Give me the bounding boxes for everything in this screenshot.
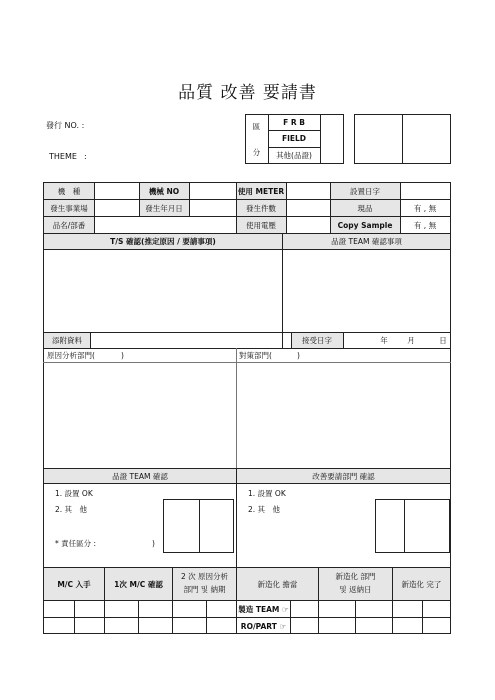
right-approval-box <box>375 499 450 553</box>
right-other: 2. 其 他 <box>248 504 281 514</box>
occurrence-site-label: 發生事業場 <box>50 203 88 213</box>
cause-dept-label: 原因分析部門( <box>47 351 95 360</box>
copy-sample-label: Copy Sample <box>337 220 393 230</box>
document-title: 品質 改善 要請書 <box>178 83 317 103</box>
ts-confirm-header: T/S 確認(推定原因 / 要請事項) <box>110 237 216 246</box>
category-label-1: 區 <box>252 121 261 131</box>
qa-team-confirm: 品證 TEAM 確認 <box>112 471 168 481</box>
received-date-label: 接受日字 <box>302 336 332 345</box>
category-label-2: 分 <box>252 147 261 157</box>
category-option-other: 其他(品證) <box>276 151 312 160</box>
improve-dept-confirm: 改善要請部門 確認 <box>312 471 375 481</box>
part-name-label: 品名/部番 <box>52 220 86 230</box>
voltage-label: 使用電壓 <box>246 220 276 230</box>
occurrence-count-label: 發生件數 <box>246 203 276 213</box>
received-year-unit: 年 <box>380 336 388 345</box>
new-build-owner-header: 新造化 擔當 <box>257 579 298 589</box>
mc-receive-header: M/C 入手 <box>57 579 91 589</box>
first-mc-confirm-header: 1次 M/C 確認 <box>114 579 163 589</box>
left-setup-ok: 1. 設置 OK <box>55 488 93 498</box>
model-label: 機 種 <box>57 186 81 196</box>
theme-label: THEME <box>49 152 77 161</box>
new-build-complete-header: 新造化 完了 <box>401 579 442 589</box>
actual-item-yes-no[interactable]: 有 , 無 <box>413 203 437 213</box>
received-month-unit: 月 <box>407 336 415 345</box>
attachment-label: 添附資料 <box>52 336 82 345</box>
copy-sample-yes-no[interactable]: 有 , 無 <box>413 220 437 230</box>
second-cause-analysis-header: 2 次 原因分析 部門 및 納期 <box>180 572 229 594</box>
actual-item-label: 現品 <box>357 203 373 213</box>
machine-no-label: 機械 NO <box>148 186 180 196</box>
responsibility-close: ) <box>152 538 155 548</box>
left-other: 2. 其 他 <box>55 504 88 514</box>
qa-team-confirm-header: 品證 TEAM 確認事項 <box>331 237 402 246</box>
received-day-unit: 日 <box>439 336 447 345</box>
response-dept-label: 對策部門( <box>239 351 272 360</box>
issue-no-label: 發行 NO. : <box>46 121 85 130</box>
category-option-field: FIELD <box>281 134 307 143</box>
occurrence-date-label: 發生年月日 <box>145 203 183 213</box>
category-option-frb: F R B <box>283 117 305 127</box>
mfg-team-label: 製造 TEAM ☞ <box>238 604 289 614</box>
response-dept-close: ) <box>297 351 300 360</box>
install-date-label: 設置日字 <box>350 186 380 196</box>
responsibility-label: * 責任區分 : <box>55 538 97 548</box>
meter-label: 使用 METER <box>237 186 285 196</box>
theme-colon: : <box>84 152 87 161</box>
ro-part-label: RO/PART ☞ <box>240 621 287 631</box>
new-build-dept-header: 新造化 部門 및 返納日 <box>335 572 376 594</box>
right-setup-ok: 1. 設置 OK <box>248 488 286 498</box>
cause-dept-close: ) <box>121 351 124 360</box>
